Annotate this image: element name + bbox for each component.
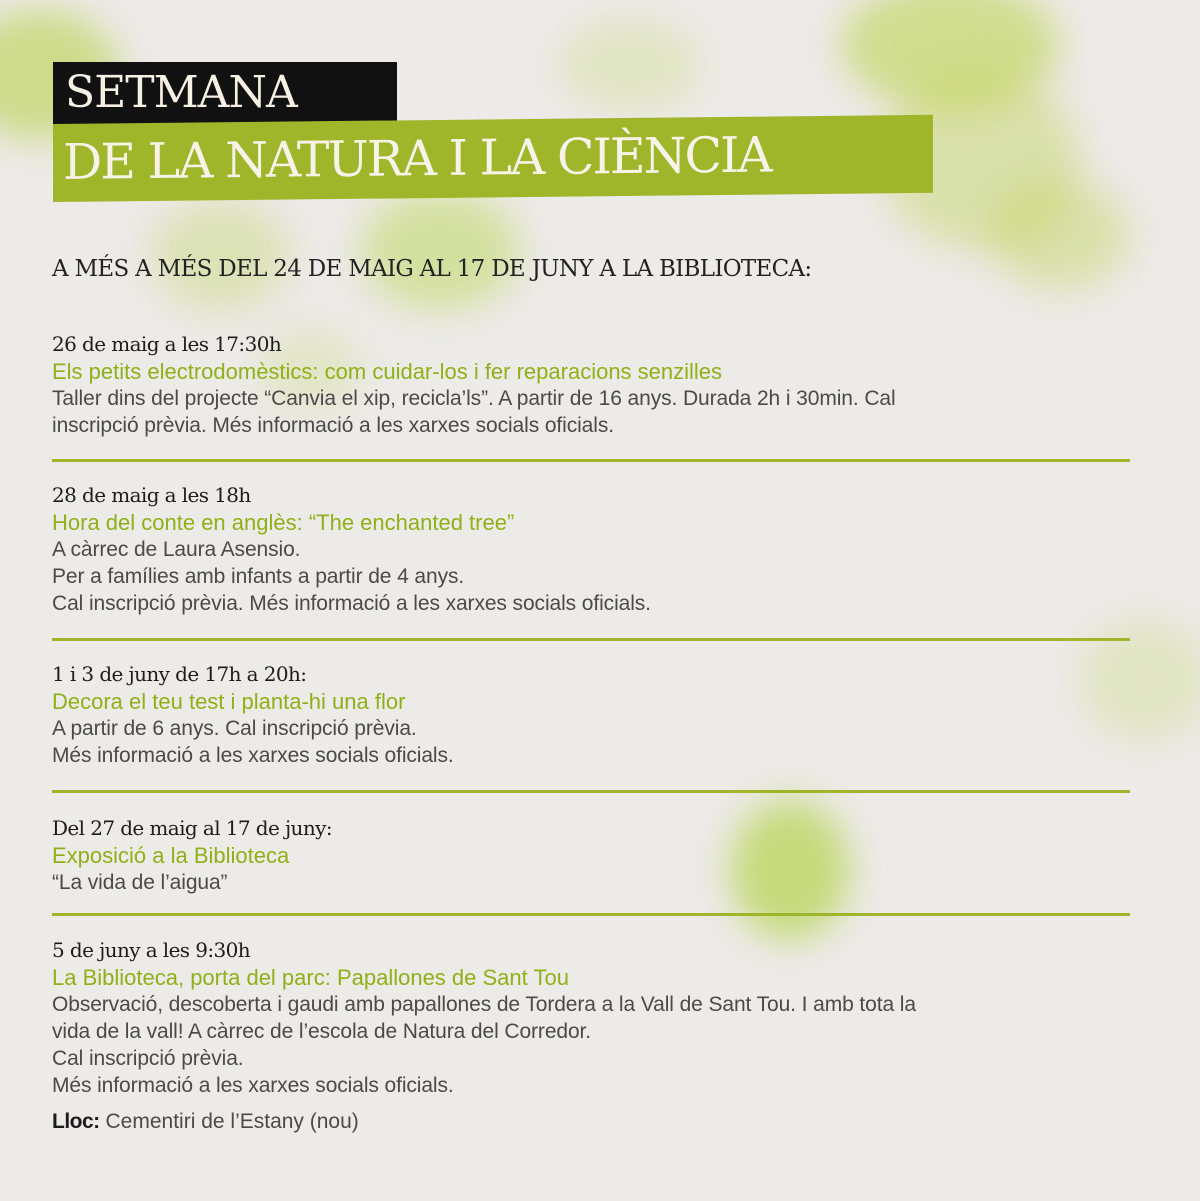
location-label: Lloc: <box>52 1110 100 1133</box>
description-line: Més informació a les xarxes socials oficials. <box>52 1074 454 1097</box>
divider <box>52 913 1130 916</box>
description-line: Cal inscripció prèvia. <box>52 1047 244 1070</box>
description-line: A càrrec de Laura Asensio. <box>52 538 301 561</box>
description-line: A partir de 6 anys. Cal inscripció prèvia. <box>52 717 417 740</box>
event-4 <box>52 815 1132 896</box>
divider <box>52 790 1130 793</box>
event-2 <box>52 482 1132 617</box>
event-title: Decora el teu test i planta-hi una flor <box>52 689 406 714</box>
description-line: vida de la vall! A càrrec de l’escola de Natura del Corredor. <box>52 1020 592 1043</box>
event-date: 28 de maig a les 18h <box>52 483 251 507</box>
description-line: Observació, descoberta i gaudi amb papallones de Tordera a la Vall de Sant Tou. I amb tota la <box>52 993 916 1016</box>
event-1 <box>52 331 1132 439</box>
event-date: 1 i 3 de juny de 17h a 20h: <box>52 662 307 686</box>
description-line: inscripció prèvia. Més informació a les xarxes socials oficials. <box>52 414 614 437</box>
title-line-2: DE LA NATURA I LA CIÈNCIA <box>53 115 933 202</box>
event-title: Exposició a la Biblioteca <box>52 843 290 868</box>
event-description <box>52 991 1132 1099</box>
event-description <box>52 385 1132 439</box>
event-description <box>52 869 1132 896</box>
event-title: La Biblioteca, porta del parc: Papallones de Sant Tou <box>52 965 569 990</box>
event-date: 26 de maig a les 17:30h <box>52 332 282 356</box>
title-line-1: SETMANA <box>53 62 397 124</box>
event-description <box>52 536 1132 617</box>
event-description <box>52 715 1132 769</box>
location-value: Cementiri de l’Estany (nou) <box>105 1110 359 1133</box>
event-3 <box>52 661 1132 769</box>
event-title: Hora del conte en anglès: “The enchanted tree” <box>52 510 515 535</box>
divider <box>52 638 1130 641</box>
divider <box>52 459 1130 462</box>
event-date: 5 de juny a les 9:30h <box>52 938 251 962</box>
description-line: “La vida de l’aigua” <box>52 871 228 894</box>
description-line: Per a famílies amb infants a partir de 4 anys. <box>52 565 465 588</box>
event-5 <box>52 937 1132 1099</box>
description-line: Cal inscripció prèvia. Més informació a les xarxes socials oficials. <box>52 592 651 615</box>
event-location <box>52 1110 359 1134</box>
event-date: Del 27 de maig al 17 de juny: <box>52 816 332 840</box>
subtitle: A MÉS A MÉS DEL 24 DE MAIG AL 17 DE JUNY A LA BIBLIOTECA: <box>52 256 812 282</box>
description-line: Taller dins del projecte “Canvia el xip, recicla’ls”. A partir de 16 anys. Durada 2h i 30min. Cal <box>52 387 896 410</box>
description-line: Més informació a les xarxes socials oficials. <box>52 744 454 767</box>
event-title: Els petits electrodomèstics: com cuidar-los i fer reparacions senzilles <box>52 359 723 384</box>
